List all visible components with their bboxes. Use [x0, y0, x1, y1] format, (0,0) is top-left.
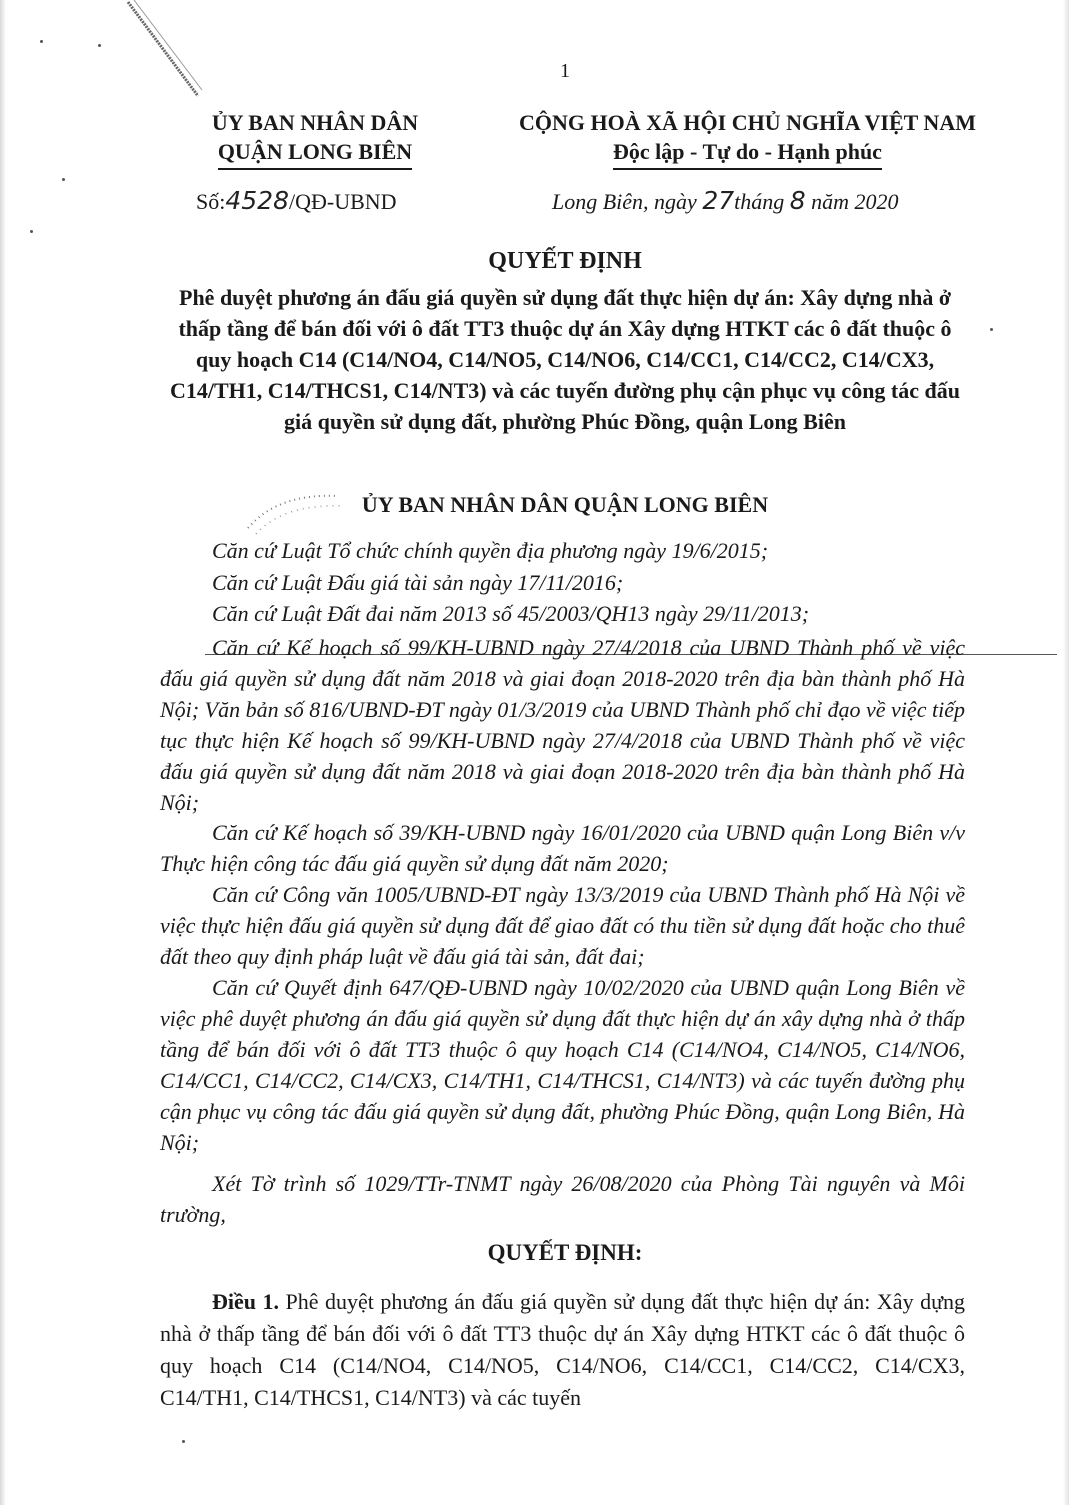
document-subject: Phê duyệt phương án đấu giá quyền sử dụng đất thực hiện dự án: Xây dựng nhà ở thấp tầng để bán đối với ô đất TT3 thuộc dự án Xây dựng HTKT các ô đất thuộc ô quy hoạch C14 (C14/NO4, C14/NO5, C14/NO6, C14/CC1, C14/CC2, C14/CX3, C14/TH1, C14/THCS1, C14/NT3) và các tuyến đường phụ cận phục vụ công tác đấu giá quyền sử dụng đất, phường Phúc Đồng, quận Long Biên	[169, 285, 960, 434]
date-day: 27	[702, 186, 735, 215]
national-motto-line: Độc lập - Tự do - Hạnh phúc	[613, 137, 882, 170]
doc-number-handwritten: 4528	[225, 186, 289, 215]
scan-speck	[98, 44, 101, 47]
document-number	[196, 186, 397, 215]
decision-heading: QUYẾT ĐỊNH:	[487, 1240, 643, 1265]
scan-speck	[30, 230, 33, 233]
basis-item: Căn cứ Công văn 1005/UBND-ĐT ngày 13/3/2019 của UBND Thành phố Hà Nội về việc thực hiện đấu giá quyền sử dụng đất để giao đất có thu tiền sử dụng đất hoặc cho thuê đất theo quy định pháp luật về đấu giá tài sản, đất đai;	[160, 882, 965, 969]
scan-diagonal-mark	[120, 0, 210, 110]
issuing-authority-line2: QUẬN LONG BIÊN	[218, 137, 412, 170]
basis-item: Căn cứ Kế hoạch số 99/KH-UBND ngày 27/4/2018 của UBND Thành phố về việc đấu giá quyền sử dụng đất năm 2018 và giai đoạn 2018-2020 trên địa bàn thành phố Hà Nội; Văn bản số 816/UBND-ĐT ngày 01/3/2019 của UBND Thành phố chỉ đạo về việc tiếp tục thực hiện Kế hoạch số 99/KH-UBND ngày 27/4/2018 của UBND Thành phố về việc đấu giá quyền sử dụng đất năm 2018 và giai đoạn 2018-2020 trên địa bàn thành phố Hà Nội;	[160, 635, 965, 815]
issuing-authority	[170, 108, 460, 170]
article-1	[160, 1286, 965, 1414]
doc-number-suffix: /QĐ-UBND	[288, 189, 397, 214]
basis-item: Căn cứ Quyết định 647/QĐ-UBND ngày 10/02/2020 của UBND quận Long Biên về việc phê duyệt phương án đấu giá quyền sử dụng đất thực hiện dự án xây dựng nhà ở thấp tầng để bán đối với ô đất TT3 thuộc ô quy hoạch C14 (C14/NO4, C14/NO5, C14/NO6, C14/CC1, C14/CC2, C14/CX3, C14/TH1, C14/THCS1, C14/NT3) và các tuyến đường phụ cận phục vụ công tác đấu giá quyền sử dụng đất, phường Phúc Đồng, quận Long Biên, Hà Nội;	[160, 975, 965, 1155]
document-date	[552, 186, 899, 215]
page-number: 1	[560, 60, 570, 82]
scan-edge-right	[1063, 0, 1069, 1505]
basis-item: Căn cứ Kế hoạch số 39/KH-UBND ngày 16/01/2020 của UBND quận Long Biên v/v Thực hiện công tác đấu giá quyền sử dụng đất năm 2020;	[160, 820, 965, 876]
date-month-label: tháng	[734, 189, 785, 214]
basis-item: Căn cứ Luật Đấu giá tài sản ngày 17/11/2016;	[212, 570, 624, 595]
scan-speck	[62, 178, 65, 181]
authority-heading: ỦY BAN NHÂN DÂN QUẬN LONG BIÊN	[361, 492, 769, 517]
issuing-authority-line1: ỦY BAN NHÂN DÂN	[211, 110, 419, 135]
basis-item: Căn cứ Luật Tổ chức chính quyền địa phương ngày 19/6/2015;	[212, 538, 769, 563]
basis-item: Xét Tờ trình số 1029/TTr-TNMT ngày 26/08/2020 của Phòng Tài nguyên và Môi trường,	[160, 1171, 965, 1227]
national-name: CỘNG HOÀ XÃ HỘI CHỦ NGHĨA VIỆT NAM	[519, 110, 976, 135]
national-motto	[500, 108, 995, 170]
scan-speck	[182, 1440, 185, 1443]
article-1-text: Phê duyệt phương án đấu giá quyền sử dụng đất thực hiện dự án: Xây dựng nhà ở thấp tầng để bán đối với ô đất TT3 thuộc dự án Xây dựng HTKT các ô đất thuộc ô quy hoạch C14 (C14/NO4, C14/NO5, C14/NO6, C14/CC1, C14/CC2, C14/CX3, C14/TH1, C14/THCS1, C14/NT3) và các tuyến	[160, 1289, 965, 1410]
basis-item: Căn cứ Luật Đất đai năm 2013 số 45/2003/QH13 ngày 29/11/2013;	[212, 601, 810, 626]
date-year: năm 2020	[811, 189, 899, 214]
document-title: QUYẾT ĐỊNH	[488, 248, 642, 274]
doc-number-prefix: Số:	[196, 189, 226, 214]
date-place: Long Biên, ngày	[552, 189, 697, 214]
date-month: 8	[789, 186, 806, 215]
article-1-label: Điều 1.	[212, 1289, 279, 1314]
scan-edge-left	[0, 0, 6, 1505]
scan-speck	[40, 40, 43, 43]
scan-speck	[990, 328, 993, 331]
